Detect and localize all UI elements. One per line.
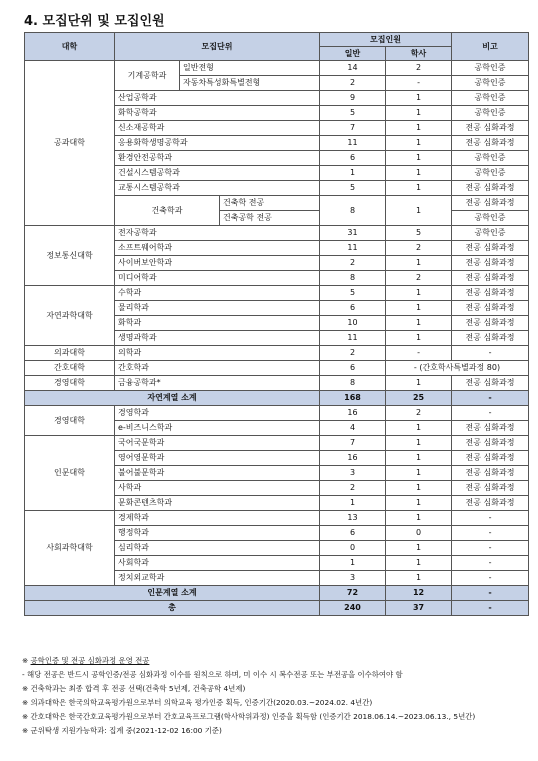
general-cell: 5 [320,106,386,121]
footnotes [22,654,532,738]
general-cell: 1 [320,496,386,511]
general-cell: 14 [320,61,386,76]
haksa-cell: 1 [386,541,452,556]
general-cell: 16 [320,451,386,466]
dept-cell: 응용화학생명공학과 [115,136,320,151]
college-cell: 경영대학 [25,376,115,391]
college-cell: 정보통신대학 [25,226,115,286]
haksa-cell: 1 [386,121,452,136]
haksa-cell: 1 [386,151,452,166]
college-cell: 공과대학 [25,61,115,226]
dept-cell: 사회학과 [115,556,320,571]
general-cell: 0 [320,541,386,556]
college-cell: 경영대학 [25,406,115,436]
remark-cell: - [452,511,529,526]
major-cell: 건축공학 전공 [220,211,320,226]
haksa-cell: 1 [386,451,452,466]
footnote: ※ 간호대학은 한국간호교육평가원으로부터 간호교육프로그램(학사학위과정) 인증을 획득함 (인증기간 2018.06.14.~2023.06.13., 5년간) [22,712,476,721]
footnote: ※ 군위탁생 지원가능학과: 집계 중(2021-12-02 16:00 기준) [22,726,222,735]
header-haksa: 학사 [386,47,452,61]
haksa-cell: 2 [386,241,452,256]
remark-cell: 전공 심화과정 [452,466,529,481]
haksa-cell: 1 [386,331,452,346]
haksa-cell: 1 [386,571,452,586]
header-remark: 비고 [452,33,529,61]
table-row [25,61,529,76]
haksa-cell: 5 [386,226,452,241]
dept-cell: 기계공학과 [115,61,180,91]
dept-cell: 화학과 [115,316,320,331]
haksa-cell: 0 [386,526,452,541]
remark-cell: 공학인증 [452,91,529,106]
header-general: 일반 [320,47,386,61]
table-row [25,286,529,301]
header-quota: 모집인원 [320,33,452,47]
subtotal-row [25,586,529,601]
haksa-cell: 1 [386,106,452,121]
general-cell: 10 [320,316,386,331]
remark-cell: - [452,391,529,406]
dept-cell: 영어영문학과 [115,451,320,466]
dept-cell: 수학과 [115,286,320,301]
remark-cell: 공학인증 [452,76,529,91]
remark-cell: 전공 심화과정 [452,481,529,496]
remark-cell: 전공 심화과정 [452,271,529,286]
dept-cell: 간호학과 [115,361,320,376]
haksa-cell: 1 [386,181,452,196]
general-cell: 8 [320,271,386,286]
general-cell: 6 [320,526,386,541]
haksa-cell: 1 [386,286,452,301]
general-cell: 8 [320,376,386,391]
general-cell: 13 [320,511,386,526]
dept-cell: 환경안전공학과 [115,151,320,166]
dept-cell: 신소재공학과 [115,121,320,136]
general-cell: 6 [320,151,386,166]
remark-cell: - [452,586,529,601]
dept-cell: 경제학과 [115,511,320,526]
remark-cell: 공학인증 [452,166,529,181]
general-cell: 168 [320,391,386,406]
dept-cell: 미디어학과 [115,271,320,286]
haksa-cell: 1 [386,91,452,106]
total-label: 총 [25,601,320,616]
dept-cell: 행정학과 [115,526,320,541]
general-cell: 1 [320,166,386,181]
haksa-cell: 1 [386,496,452,511]
subtotal-label: 자연계열 소계 [25,391,320,406]
remark-cell: 공학인증 [452,211,529,226]
haksa-cell: 1 [386,436,452,451]
major-cell: 일반전형 [180,61,320,76]
table-row [25,361,529,376]
dept-cell: 물리학과 [115,301,320,316]
remark-cell: 전공 심화과정 [452,301,529,316]
haksa-cell: 1 [386,136,452,151]
haksa-cell: 1 [386,256,452,271]
general-cell: 4 [320,421,386,436]
footnote: ※ 공학인증 및 전공 심화과정 운영 전공 [22,656,150,665]
remark-cell: 전공 심화과정 [452,181,529,196]
footnote: ※ 의과대학은 한국의학교육평가원으로부터 의학교육 평가인증 획득, 인증기간(2020.03.~2024.02. 4년간) [22,698,373,707]
remark-cell: 전공 심화과정 [452,436,529,451]
remark-cell: 전공 심화과정 [452,316,529,331]
general-cell: 2 [320,346,386,361]
general-cell: 2 [320,256,386,271]
remark-cell: 공학인증 [452,61,529,76]
remark-cell: 전공 심화과정 [452,121,529,136]
haksa-cell: 2 [386,406,452,421]
table-row [25,511,529,526]
general-cell: 2 [320,481,386,496]
general-cell: 16 [320,406,386,421]
dept-cell: 경영학과 [115,406,320,421]
haksa-cell: 37 [386,601,452,616]
college-cell: 간호대학 [25,361,115,376]
general-cell: 2 [320,76,386,91]
remark-cell: - [452,346,529,361]
remark-cell: 공학인증 [452,226,529,241]
remark-cell: - [452,571,529,586]
major-cell: 건축학 전공 [220,196,320,211]
remark-cell: 전공 심화과정 [452,286,529,301]
remark-cell: - [452,601,529,616]
general-cell: 7 [320,436,386,451]
header-unit: 모집단위 [115,33,320,61]
college-cell: 인문대학 [25,436,115,511]
general-cell: 9 [320,91,386,106]
haksa-cell: 12 [386,586,452,601]
haksa-cell: 1 [386,196,452,226]
footnote: - 해당 전공은 반드시 공학인증/전공 심화과정 이수를 원칙으로 하며, 미 이수 시 복수전공 또는 부전공을 이수하여야 함 [22,670,403,679]
major-cell: 자동차특성화특별전형 [180,76,320,91]
dept-cell: 전자공학과 [115,226,320,241]
dept-cell: 사학과 [115,481,320,496]
haksa-cell: - [386,76,452,91]
haksa-cell: 1 [386,466,452,481]
haksa-remark-cell: - (간호학사특별과정 80) [386,361,529,376]
subtotal-label: 인문계열 소계 [25,586,320,601]
general-cell: 6 [320,301,386,316]
remark-cell: 전공 심화과정 [452,331,529,346]
admission-quota-table [24,32,529,616]
college-cell: 사회과학대학 [25,511,115,586]
dept-cell: 문화콘텐츠학과 [115,496,320,511]
haksa-cell: 1 [386,376,452,391]
dept-cell: 불어불문학과 [115,466,320,481]
remark-cell: 전공 심화과정 [452,136,529,151]
general-cell: 3 [320,571,386,586]
general-cell: 3 [320,466,386,481]
haksa-cell: 2 [386,271,452,286]
dept-cell: 생명과학과 [115,331,320,346]
haksa-cell: 1 [386,511,452,526]
general-cell: 6 [320,361,386,376]
remark-cell: 전공 심화과정 [452,451,529,466]
general-cell: 11 [320,241,386,256]
page-title: 4. 모집단위 및 모집인원 [24,14,165,29]
college-cell: 의과대학 [25,346,115,361]
haksa-cell: 1 [386,316,452,331]
dept-cell: 정치외교학과 [115,571,320,586]
general-cell: 31 [320,226,386,241]
general-cell: 8 [320,196,386,226]
remark-cell: - [452,556,529,571]
haksa-cell: 1 [386,481,452,496]
remark-cell: 전공 심화과정 [452,376,529,391]
remark-cell: 공학인증 [452,151,529,166]
haksa-cell: - [386,346,452,361]
dept-cell: 사이버보안학과 [115,256,320,271]
table-row [25,406,529,421]
dept-cell: 건축학과 [115,196,220,226]
dept-cell: 심리학과 [115,541,320,556]
table-row [25,436,529,451]
haksa-cell: 1 [386,421,452,436]
remark-cell: 공학인증 [452,106,529,121]
general-cell: 5 [320,286,386,301]
haksa-cell: 2 [386,61,452,76]
general-cell: 1 [320,556,386,571]
table-row [25,226,529,241]
dept-cell: 교통시스템공학과 [115,181,320,196]
general-cell: 7 [320,121,386,136]
remark-cell: 전공 심화과정 [452,256,529,271]
haksa-cell: 1 [386,301,452,316]
remark-cell: 전공 심화과정 [452,196,529,211]
remark-cell: 전공 심화과정 [452,421,529,436]
haksa-cell: 1 [386,556,452,571]
table-row [25,346,529,361]
general-cell: 11 [320,136,386,151]
dept-cell: 의학과 [115,346,320,361]
general-cell: 240 [320,601,386,616]
remark-cell: - [452,406,529,421]
general-cell: 5 [320,181,386,196]
general-cell: 72 [320,586,386,601]
dept-cell: 산업공학과 [115,91,320,106]
haksa-cell: 25 [386,391,452,406]
remark-cell: - [452,526,529,541]
college-cell: 자연과학대학 [25,286,115,346]
header-college: 대학 [25,33,115,61]
dept-cell: 소프트웨어학과 [115,241,320,256]
table-row [25,376,529,391]
dept-cell: 금융공학과* [115,376,320,391]
general-cell: 11 [320,331,386,346]
dept-cell: 화학공학과 [115,106,320,121]
remark-cell: - [452,541,529,556]
dept-cell: 국어국문학과 [115,436,320,451]
footnote: ※ 건축학과는 최종 합격 후 전공 선택(건축학 5년제, 건축공학 4년제) [22,684,246,693]
dept-cell: 건설시스템공학과 [115,166,320,181]
remark-cell: 전공 심화과정 [452,241,529,256]
dept-cell: e-비즈니스학과 [115,421,320,436]
total-row [25,601,529,616]
remark-cell: 전공 심화과정 [452,496,529,511]
subtotal-row [25,391,529,406]
haksa-cell: 1 [386,166,452,181]
